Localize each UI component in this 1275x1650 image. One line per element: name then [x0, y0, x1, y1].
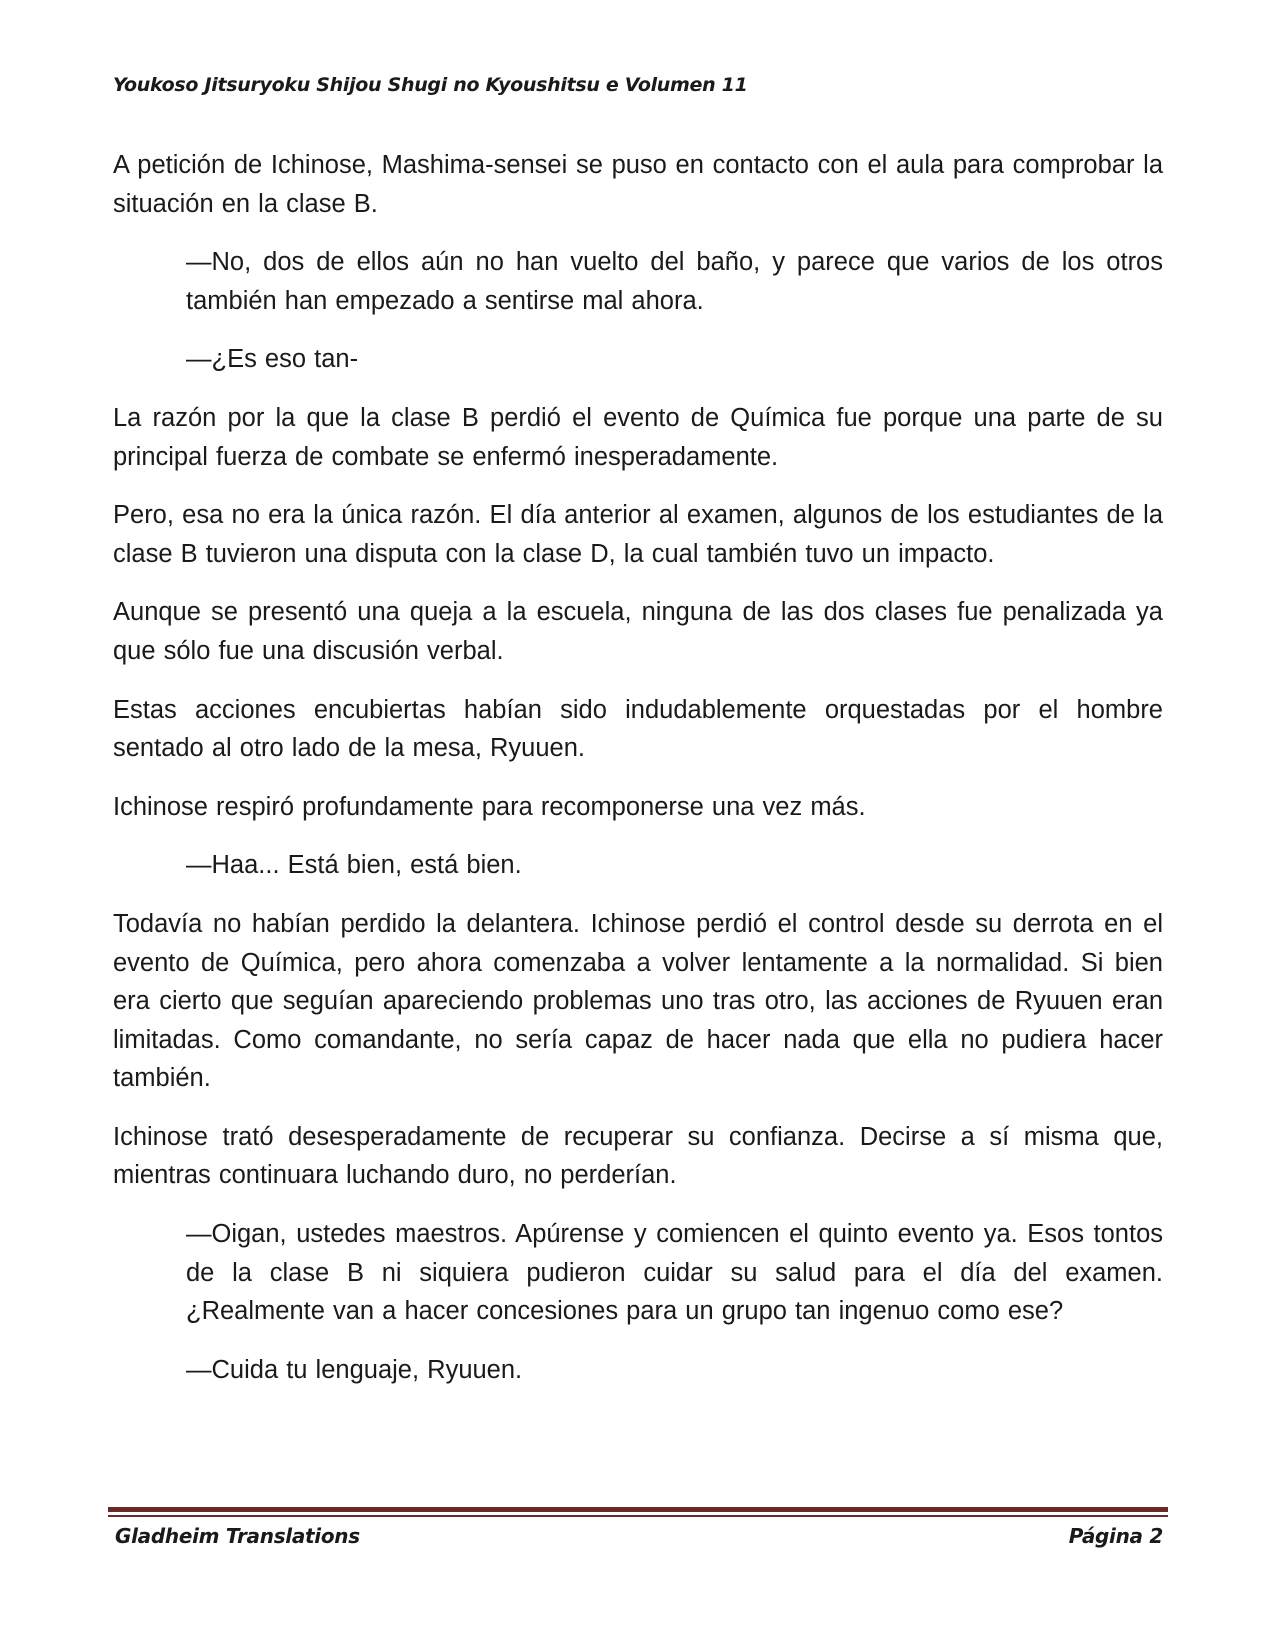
dialog-paragraph: —Oigan, ustedes maestros. Apúrense y comiencen el quinto evento ya. Esos tontos de la clase B ni siquiera pudieron cuidar su salud para el día del examen. ¿Realmente van a hacer concesiones para un grupo tan ingenuo como ese?: [186, 1220, 1163, 1326]
running-header: Youkoso Jitsuryoku Shijou Shugi no Kyoushitsu e Volumen 11: [113, 74, 748, 96]
paragraph: Aunque se presentó una queja a la escuela, ninguna de las dos clases fue penalizada ya que sólo fue una discusión verbal.: [113, 598, 1163, 665]
footer-divider-thick-line: [108, 1507, 1168, 1512]
paragraph: Todavía no habían perdido la delantera. Ichinose perdió el control desde su derrota en el evento de Química, pero ahora comenzaba a volver lentamente a la normalidad. Si bien era cierto que seguían apareciendo problemas uno tras otro, las acciones de Ryuuen eran limitadas. Como comandante, no sería capaz de hacer nada que ella no pudiera hacer también.: [113, 909, 1163, 1093]
dialog-paragraph: —No, dos de ellos aún no han vuelto del baño, y parece que varios de los otros también han empezado a sentirse mal ahora.: [186, 248, 1163, 315]
page-body: [113, 146, 1163, 1409]
paragraph: Ichinose trató desesperadamente de recuperar su confianza. Decirse a sí misma que, mientras continuara luchando duro, no perderían.: [113, 1122, 1163, 1190]
paragraph: Pero, esa no era la única razón. El día anterior al examen, algunos de los estudiantes de la clase B tuvieron una disputa con la clase D, la cual también tuvo un impacto.: [113, 501, 1163, 568]
footer-divider-thin-line: [108, 1515, 1168, 1517]
dialog-paragraph: —Haa... Está bien, está bien.: [186, 851, 522, 880]
dialog-paragraph: —Cuida tu lenguaje, Ryuuen.: [186, 1355, 523, 1384]
dialog-paragraph: —¿Es eso tan-: [186, 345, 359, 374]
footer-translator-credit: Gladheim Translations: [115, 1524, 360, 1548]
paragraph: A petición de Ichinose, Mashima-sensei se puso en contacto con el aula para comprobar la situación en la clase B.: [113, 151, 1163, 218]
paragraph: Estas acciones encubiertas habían sido indudablemente orquestadas por el hombre sentado al otro lado de la mesa, Ryuuen.: [113, 695, 1163, 763]
page-number: Página 2: [1068, 1524, 1163, 1548]
paragraph: Ichinose respiró profundamente para recomponerse una vez más.: [113, 792, 866, 821]
paragraph: La razón por la que la clase B perdió el evento de Química fue porque una parte de su principal fuerza de combate se enfermó inesperadamente.: [113, 403, 1163, 471]
